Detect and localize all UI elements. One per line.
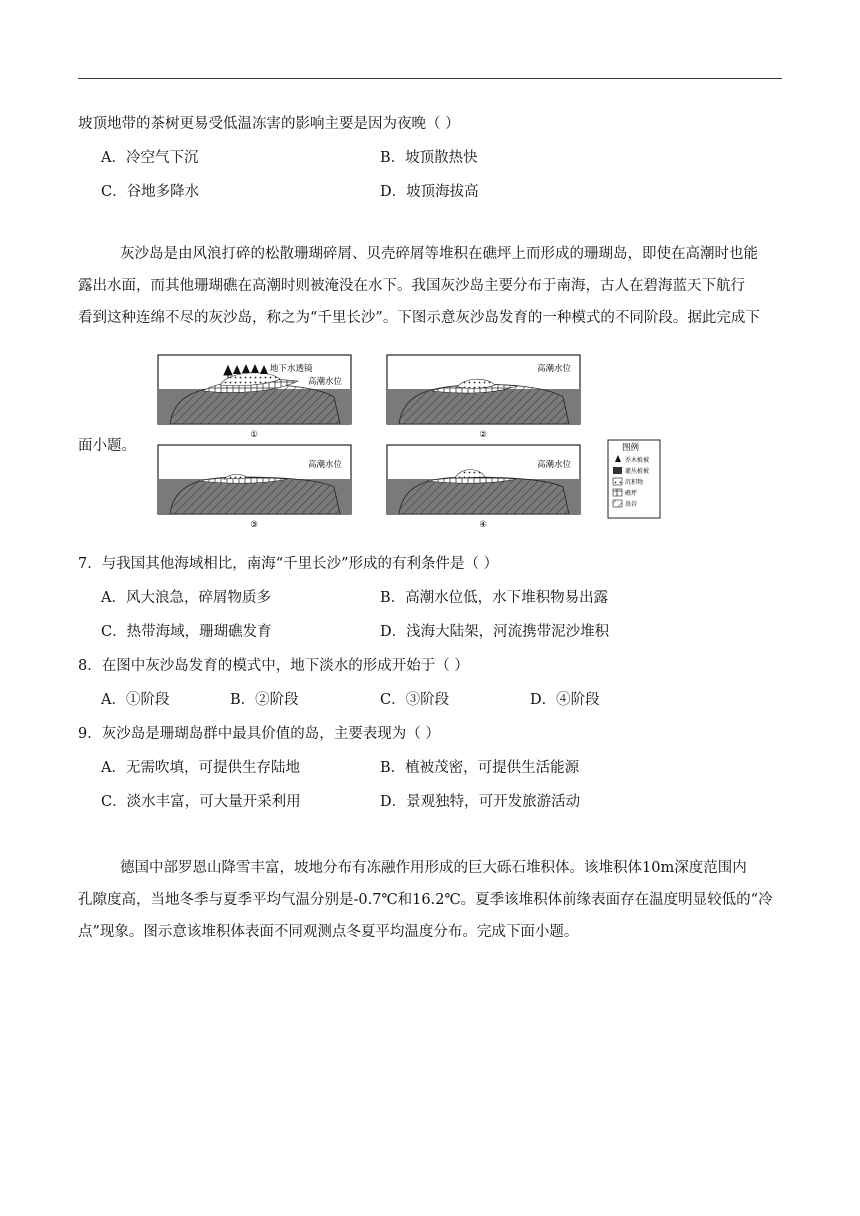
figure-legend	[608, 440, 660, 518]
q8-option-b: B．②阶段	[230, 692, 299, 708]
passage-rhoen-mountain	[78, 852, 782, 948]
legend-item: 礁坪	[625, 490, 638, 497]
legend-item: 沉积物	[625, 479, 644, 486]
stage-label-3: ③	[250, 520, 258, 528]
q6-option-b: B．坡顶散热快	[380, 150, 478, 166]
label-high-tide-3: 高潮水位	[308, 460, 343, 470]
q7-option-d: D．浅海大陆架，河流携带泥沙堆积	[380, 624, 610, 640]
legend-sediment-swatch	[613, 478, 622, 485]
legend-item: 乔木植被	[625, 457, 650, 464]
q9-option-b: B．植被茂密，可提供生活能源	[380, 760, 580, 776]
q6-option-c: C．谷地多降水	[101, 184, 200, 200]
q9-stem: 9．灰沙岛是珊瑚岛群中最具价值的岛，主要表现为（ ）	[78, 726, 440, 742]
q9-option-d: D．景观独特，可开发旅游活动	[380, 794, 581, 810]
q9-option-c: C．淡水丰富，可大量开采利用	[101, 794, 301, 810]
legend-shrub-swatch	[613, 467, 622, 474]
legend-bedrock-swatch	[613, 500, 622, 507]
q7-stem: 7．与我国其他海域相比，南海“千里长沙”形成的有利条件是（ ）	[78, 556, 499, 572]
q9-option-a: A．无需吹填，可提供生存陆地	[101, 760, 300, 776]
header-rule	[78, 78, 782, 79]
q7-option-b: B．高潮水位低，水下堆积物易出露	[380, 590, 609, 606]
passage-line: 露出水面，而其他珊瑚礁在高潮时则被淹没在水下。我国灰沙岛主要分布于南海，古人在碧海蓝天下航行	[78, 278, 745, 294]
stage-3-panel	[158, 445, 351, 528]
coral-island-figure	[155, 350, 675, 528]
q6-option-d: D．坡顶海拔高	[380, 184, 479, 200]
passage-coral-island	[78, 238, 782, 334]
q8-option-c: C．③阶段	[380, 692, 450, 708]
q7-option-a: A．风大浪急，碎屑物质多	[101, 590, 271, 606]
label-groundwater-lens: 地下水透镜	[270, 364, 313, 374]
q8-option-d: D．④阶段	[530, 692, 600, 708]
passage-line: 点”现象。图示意该堆积体表面不同观测点冬夏平均温度分布。完成下面小题。	[78, 924, 579, 940]
passage-line: 灰沙岛是由风浪打碎的松散珊瑚碎屑、贝壳碎屑等堆积在礁坪上而形成的珊瑚岛，即使在高潮时也能	[120, 246, 758, 262]
q6-option-a: A．冷空气下沉	[101, 150, 199, 166]
stage-label-2: ②	[479, 430, 487, 440]
passage-line: 孔隙度高，当地冬季与夏季平均气温分别是-0.7℃和16.2℃。夏季该堆积体前缘表面存在温度明显较低的“冷	[78, 892, 773, 908]
legend-item: 灌丛植被	[625, 468, 650, 475]
q7-option-c: C．热带海域，珊瑚礁发育	[101, 624, 272, 640]
q8-stem: 8．在图中灰沙岛发育的模式中，地下淡水的形成开始于（ ）	[78, 658, 469, 674]
passage-tail: 面小题。	[78, 438, 136, 454]
coral-island-diagram	[155, 350, 675, 528]
legend-reef-swatch	[613, 489, 622, 496]
q8-option-a: A．①阶段	[101, 692, 170, 708]
passage-line: 德国中部罗恩山降雪丰富，坡地分布有冻融作用形成的巨大砾石堆积体。该堆积体10m深度范围内	[120, 860, 747, 876]
stage-1-panel	[158, 355, 351, 440]
passage-line: 看到这种连绵不尽的灰沙岛，称之为“千里长沙”。下图示意灰沙岛发育的一种模式的不同阶段。据此完成下	[78, 310, 760, 326]
stage-2-panel	[387, 355, 580, 440]
stage-4-panel	[387, 445, 580, 528]
stage-label-4: ④	[479, 520, 487, 528]
label-high-tide-2: 高潮水位	[537, 364, 572, 374]
stage-label-1: ①	[250, 430, 258, 440]
label-high-tide-1: 高潮水位	[308, 377, 343, 387]
legend-item: 基岩	[625, 501, 638, 508]
q6-stem: 坡顶地带的茶树更易受低温冻害的影响主要是因为夜晚（ ）	[78, 116, 460, 132]
label-high-tide-4: 高潮水位	[537, 460, 572, 470]
legend-title: 图例	[622, 443, 640, 453]
